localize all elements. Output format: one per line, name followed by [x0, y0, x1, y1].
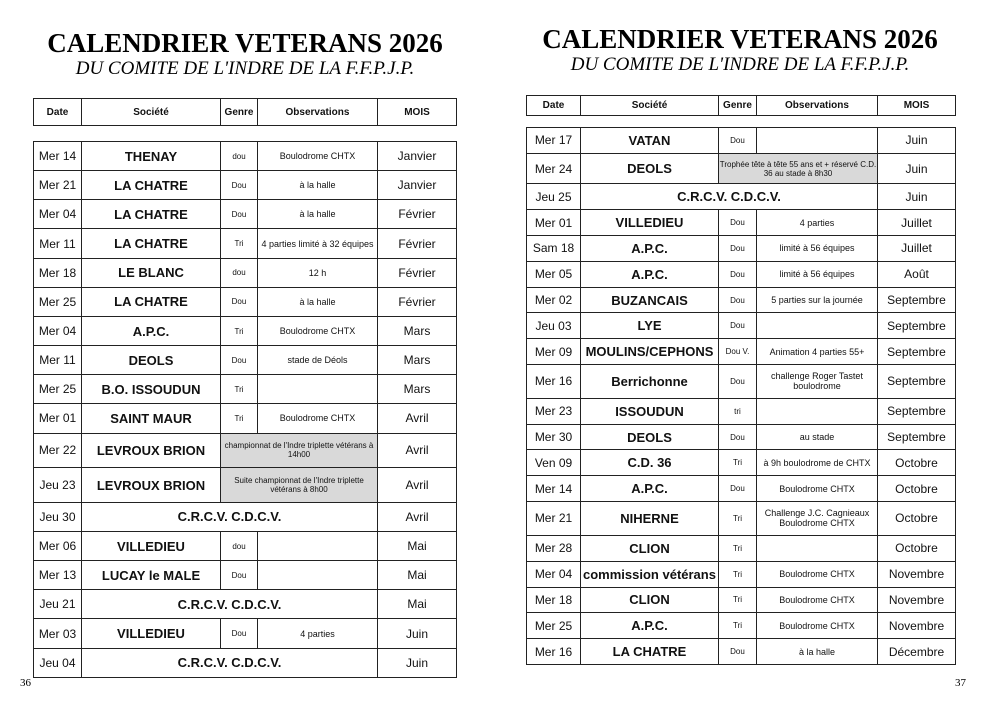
month-cell: Juin: [878, 128, 956, 154]
table-row: [34, 561, 457, 590]
societe-cell: C.R.C.V. C.D.C.V.: [82, 590, 378, 619]
month-cell: Février: [378, 200, 457, 229]
header-row: [34, 99, 457, 126]
societe-cell: VATAN: [581, 128, 719, 154]
header-date: Date: [34, 99, 82, 126]
table-row: [527, 450, 956, 476]
genre-cell: Dou: [719, 313, 757, 339]
date-cell: Mer 16: [527, 639, 581, 665]
table-row: [527, 313, 956, 339]
table-row: [527, 128, 956, 154]
header-row: [527, 96, 956, 116]
genre-cell: Dou V.: [719, 339, 757, 365]
genre-cell: Dou: [719, 365, 757, 399]
genre-cell: Tri: [221, 316, 258, 345]
date-cell: Mer 23: [527, 398, 581, 424]
date-cell: Jeu 23: [34, 468, 82, 503]
month-cell: Septembre: [878, 313, 956, 339]
observations-cell: limité à 56 équipes: [757, 261, 878, 287]
table-row: [527, 153, 956, 184]
table-row: [34, 346, 457, 375]
calendar-subtitle: DU COMITE DE L'INDRE DE LA F.F.P.J.P.: [75, 58, 415, 79]
table-row: [527, 476, 956, 502]
societe-cell: LEVROUX BRION: [82, 433, 221, 468]
date-cell: Mer 14: [34, 142, 82, 171]
observations-cell: [757, 398, 878, 424]
header-societe: Société: [82, 99, 221, 126]
month-cell: Décembre: [878, 639, 956, 665]
calendar-title: CALENDRIER VETERANS 2026: [542, 24, 938, 54]
genre-cell: Tri: [719, 613, 757, 639]
observations-cell: 12 h: [258, 258, 378, 287]
societe-cell: CLION: [581, 587, 719, 613]
genre-cell: Dou: [221, 346, 258, 375]
societe-cell: DEOLS: [581, 153, 719, 184]
month-cell: Mars: [378, 375, 457, 404]
date-cell: Mer 22: [34, 433, 82, 468]
table-row: [527, 561, 956, 587]
observations-cell: au stade: [757, 424, 878, 450]
observations-cell: à la halle: [258, 171, 378, 200]
societe-cell: BUZANCAIS: [581, 287, 719, 313]
header-genre: Genre: [221, 99, 258, 126]
table-row: [34, 619, 457, 648]
month-cell: Avril: [378, 468, 457, 503]
date-cell: Mer 06: [34, 531, 82, 560]
observations-cell: [258, 561, 378, 590]
observations-cell: [757, 128, 878, 154]
month-cell: Août: [878, 261, 956, 287]
month-cell: Septembre: [878, 398, 956, 424]
genre-cell: Dou: [719, 476, 757, 502]
table-row: [527, 287, 956, 313]
genre-cell: tri: [719, 398, 757, 424]
date-cell: Sam 18: [527, 236, 581, 262]
month-cell: Juin: [378, 619, 457, 648]
societe-cell: LEVROUX BRION: [82, 468, 221, 503]
date-cell: Mer 04: [34, 200, 82, 229]
table-row: [527, 502, 956, 536]
observations-cell: limité à 56 équipes: [757, 236, 878, 262]
observations-cell: Boulodrome CHTX: [757, 476, 878, 502]
table-row: [34, 287, 457, 316]
genre-cell: Tri: [221, 404, 258, 433]
table-row: [34, 468, 457, 503]
right-header-table: [526, 95, 956, 116]
month-cell: Septembre: [878, 339, 956, 365]
month-cell: Octobre: [878, 450, 956, 476]
observations-cell: Boulodrome CHTX: [757, 561, 878, 587]
month-cell: Avril: [378, 502, 457, 531]
table-row: [34, 316, 457, 345]
societe-cell: SAINT MAUR: [82, 404, 221, 433]
month-cell: Février: [378, 229, 457, 258]
table-row: [34, 433, 457, 468]
month-cell: Juin: [878, 153, 956, 184]
genre-cell: Tri: [221, 375, 258, 404]
header-obs: Observations: [258, 99, 378, 126]
month-cell: Janvier: [378, 142, 457, 171]
observations-cell: Animation 4 parties 55+: [757, 339, 878, 365]
societe-cell: LA CHATRE: [581, 639, 719, 665]
observation-note-cell: championnat de l'Indre triplette vétérans à 14h00: [221, 433, 378, 468]
observations-cell: Boulodrome CHTX: [258, 404, 378, 433]
left-page-title: [30, 28, 460, 80]
table-row: [34, 375, 457, 404]
observations-cell: à la halle: [757, 639, 878, 665]
table-row: [527, 587, 956, 613]
genre-cell: Dou: [719, 424, 757, 450]
observations-cell: Boulodrome CHTX: [757, 587, 878, 613]
date-cell: Mer 04: [34, 316, 82, 345]
societe-cell: A.P.C.: [581, 261, 719, 287]
date-cell: Jeu 30: [34, 502, 82, 531]
observation-note-cell: Suite championnat de l'Indre triplette vétérans à 8h00: [221, 468, 378, 503]
societe-cell: LA CHATRE: [82, 287, 221, 316]
table-row: [34, 648, 457, 677]
table-row: [527, 424, 956, 450]
table-row: [34, 258, 457, 287]
date-cell: Mer 09: [527, 339, 581, 365]
month-cell: Juillet: [878, 210, 956, 236]
date-cell: Mer 17: [527, 128, 581, 154]
date-cell: Mer 03: [34, 619, 82, 648]
date-cell: Mer 13: [34, 561, 82, 590]
genre-cell: Tri: [221, 229, 258, 258]
month-cell: Septembre: [878, 424, 956, 450]
table-row: [34, 142, 457, 171]
month-cell: Juin: [878, 184, 956, 210]
page-number-right: 37: [955, 677, 966, 689]
genre-cell: Tri: [719, 502, 757, 536]
calendar-title: CALENDRIER VETERANS 2026: [47, 28, 443, 58]
month-cell: Mars: [378, 346, 457, 375]
observations-cell: Boulodrome CHTX: [757, 613, 878, 639]
genre-cell: Dou: [719, 261, 757, 287]
header-mois: MOIS: [878, 96, 956, 116]
societe-cell: Berrichonne: [581, 365, 719, 399]
observations-cell: [258, 375, 378, 404]
genre-cell: Dou: [719, 639, 757, 665]
date-cell: Mer 01: [34, 404, 82, 433]
header-date: Date: [527, 96, 581, 116]
table-row: [34, 404, 457, 433]
header-mois: MOIS: [378, 99, 457, 126]
table-row: [527, 210, 956, 236]
societe-cell: CLION: [581, 535, 719, 561]
societe-cell: VILLEDIEU: [581, 210, 719, 236]
table-row: [34, 590, 457, 619]
observation-note-cell: Trophée tête à tête 55 ans et + réservé C.D. 36 au stade à 8h30: [719, 153, 878, 184]
genre-cell: Dou: [221, 561, 258, 590]
table-row: [34, 171, 457, 200]
left-header-table: [33, 98, 457, 126]
month-cell: Septembre: [878, 365, 956, 399]
genre-cell: Dou: [221, 287, 258, 316]
societe-cell: VILLEDIEU: [82, 531, 221, 560]
calendar-subtitle: DU COMITE DE L'INDRE DE LA F.F.P.J.P.: [570, 54, 910, 75]
societe-cell: LYE: [581, 313, 719, 339]
societe-cell: C.R.C.V. C.D.C.V.: [581, 184, 878, 210]
date-cell: Mer 24: [527, 153, 581, 184]
observations-cell: Challenge J.C. Cagnieaux Boulodrome CHTX: [757, 502, 878, 536]
date-cell: Mer 28: [527, 535, 581, 561]
month-cell: Juin: [378, 648, 457, 677]
table-row: [527, 639, 956, 665]
observations-cell: [757, 313, 878, 339]
table-row: [34, 200, 457, 229]
month-cell: Octobre: [878, 535, 956, 561]
month-cell: Janvier: [378, 171, 457, 200]
month-cell: Septembre: [878, 287, 956, 313]
genre-cell: Dou: [221, 619, 258, 648]
date-cell: Jeu 03: [527, 313, 581, 339]
table-row: [34, 531, 457, 560]
societe-cell: DEOLS: [82, 346, 221, 375]
date-cell: Mer 21: [34, 171, 82, 200]
observations-cell: à la halle: [258, 287, 378, 316]
observations-cell: 4 parties: [757, 210, 878, 236]
month-cell: Mai: [378, 590, 457, 619]
societe-cell: LA CHATRE: [82, 229, 221, 258]
table-row: [527, 339, 956, 365]
left-schedule-table: [33, 141, 457, 678]
month-cell: Mai: [378, 531, 457, 560]
date-cell: Mer 01: [527, 210, 581, 236]
genre-cell: Tri: [719, 450, 757, 476]
societe-cell: VILLEDIEU: [82, 619, 221, 648]
date-cell: Mer 30: [527, 424, 581, 450]
societe-cell: A.P.C.: [581, 613, 719, 639]
table-row: [527, 184, 956, 210]
observations-cell: 4 parties: [258, 619, 378, 648]
header-obs: Observations: [757, 96, 878, 116]
month-cell: Octobre: [878, 502, 956, 536]
date-cell: Mer 18: [527, 587, 581, 613]
societe-cell: LUCAY le MALE: [82, 561, 221, 590]
month-cell: Février: [378, 287, 457, 316]
date-cell: Mer 21: [527, 502, 581, 536]
genre-cell: Dou: [719, 236, 757, 262]
observations-cell: [757, 535, 878, 561]
month-cell: Novembre: [878, 613, 956, 639]
right-page-title: [525, 24, 955, 76]
societe-cell: C.R.C.V. C.D.C.V.: [82, 502, 378, 531]
genre-cell: Tri: [719, 587, 757, 613]
table-row: [34, 502, 457, 531]
table-row: [34, 229, 457, 258]
date-cell: Mer 14: [527, 476, 581, 502]
month-cell: Novembre: [878, 561, 956, 587]
date-cell: Mer 16: [527, 365, 581, 399]
observations-cell: Boulodrome CHTX: [258, 316, 378, 345]
header-societe: Société: [581, 96, 719, 116]
observations-cell: 4 parties limité à 32 équipes: [258, 229, 378, 258]
observations-cell: challenge Roger Tastet boulodrome: [757, 365, 878, 399]
societe-cell: A.P.C.: [82, 316, 221, 345]
societe-cell: commission vétérans: [581, 561, 719, 587]
societe-cell: C.D. 36: [581, 450, 719, 476]
societe-cell: B.O. ISSOUDUN: [82, 375, 221, 404]
societe-cell: ISSOUDUN: [581, 398, 719, 424]
observations-cell: 5 parties sur la journée: [757, 287, 878, 313]
table-row: [527, 398, 956, 424]
societe-cell: DEOLS: [581, 424, 719, 450]
genre-cell: dou: [221, 142, 258, 171]
genre-cell: Dou: [221, 200, 258, 229]
month-cell: Juillet: [878, 236, 956, 262]
observations-cell: Boulodrome CHTX: [258, 142, 378, 171]
observations-cell: [258, 531, 378, 560]
right-schedule-table: [526, 127, 956, 665]
societe-cell: LE BLANC: [82, 258, 221, 287]
date-cell: Mer 18: [34, 258, 82, 287]
date-cell: Mer 11: [34, 346, 82, 375]
date-cell: Jeu 25: [527, 184, 581, 210]
header-genre: Genre: [719, 96, 757, 116]
societe-cell: LA CHATRE: [82, 200, 221, 229]
societe-cell: NIHERNE: [581, 502, 719, 536]
date-cell: Mer 04: [527, 561, 581, 587]
date-cell: Mer 25: [34, 375, 82, 404]
date-cell: Mer 25: [527, 613, 581, 639]
observations-cell: stade de Déols: [258, 346, 378, 375]
month-cell: Avril: [378, 433, 457, 468]
genre-cell: dou: [221, 258, 258, 287]
month-cell: Mars: [378, 316, 457, 345]
date-cell: Jeu 04: [34, 648, 82, 677]
month-cell: Février: [378, 258, 457, 287]
month-cell: Octobre: [878, 476, 956, 502]
genre-cell: Dou: [221, 171, 258, 200]
societe-cell: C.R.C.V. C.D.C.V.: [82, 648, 378, 677]
genre-cell: dou: [221, 531, 258, 560]
table-row: [527, 613, 956, 639]
month-cell: Avril: [378, 404, 457, 433]
societe-cell: A.P.C.: [581, 236, 719, 262]
table-row: [527, 236, 956, 262]
societe-cell: MOULINS/CEPHONS: [581, 339, 719, 365]
date-cell: Mer 05: [527, 261, 581, 287]
genre-cell: Dou: [719, 128, 757, 154]
genre-cell: Tri: [719, 535, 757, 561]
date-cell: Mer 02: [527, 287, 581, 313]
genre-cell: Dou: [719, 210, 757, 236]
societe-cell: A.P.C.: [581, 476, 719, 502]
table-row: [527, 535, 956, 561]
month-cell: Mai: [378, 561, 457, 590]
date-cell: Ven 09: [527, 450, 581, 476]
table-row: [527, 365, 956, 399]
societe-cell: THENAY: [82, 142, 221, 171]
date-cell: Mer 11: [34, 229, 82, 258]
genre-cell: Dou: [719, 287, 757, 313]
societe-cell: LA CHATRE: [82, 171, 221, 200]
genre-cell: Tri: [719, 561, 757, 587]
date-cell: Mer 25: [34, 287, 82, 316]
table-row: [527, 261, 956, 287]
month-cell: Novembre: [878, 587, 956, 613]
date-cell: Jeu 21: [34, 590, 82, 619]
observations-cell: à la halle: [258, 200, 378, 229]
page-number-left: 36: [20, 677, 31, 689]
observations-cell: à 9h boulodrome de CHTX: [757, 450, 878, 476]
